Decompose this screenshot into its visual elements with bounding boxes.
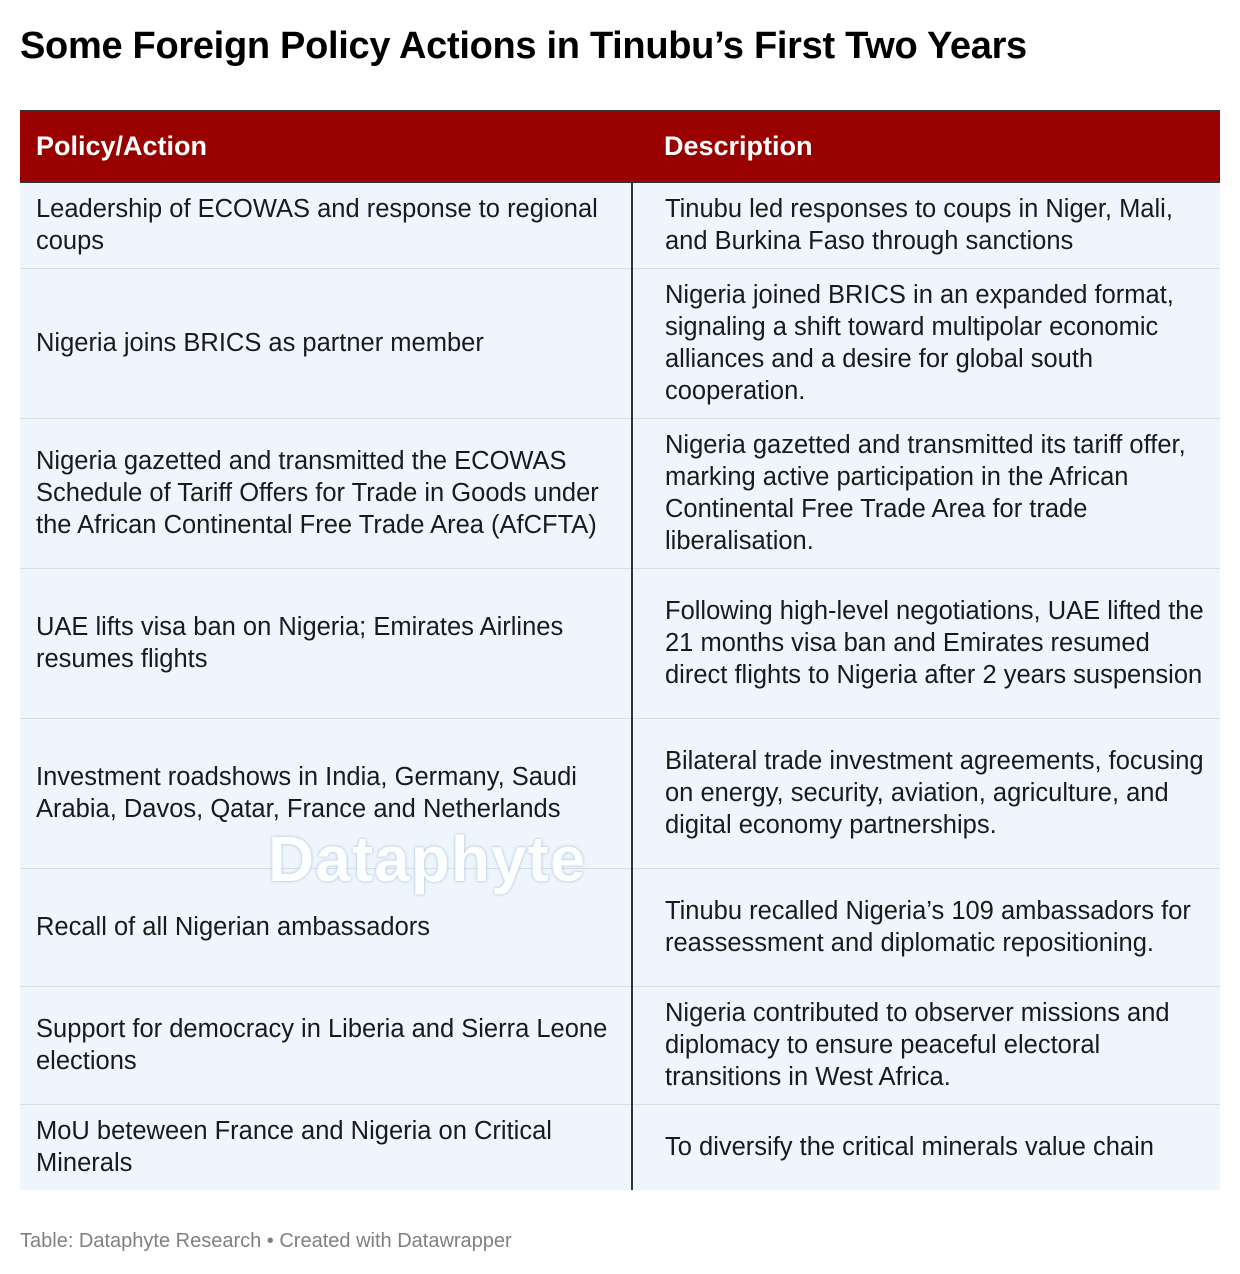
table-row: [20, 1104, 1220, 1190]
table-row: [20, 986, 1220, 1104]
cell-policy: MoU beteween France and Nigeria on Critical Minerals: [20, 1104, 632, 1190]
policy-table: [20, 110, 1220, 1190]
page-title: Some Foreign Policy Actions in Tinubu’s First Two Years: [20, 25, 1027, 67]
cell-policy: Investment roadshows in India, Germany, Saudi Arabia, Davos, Qatar, France and Netherlands: [20, 718, 632, 868]
cell-description: Nigeria joined BRICS in an expanded format, signaling a shift toward multipolar economic alliances and a desire for global south cooperation.: [632, 268, 1220, 418]
cell-policy: Leadership of ECOWAS and response to regional coups: [20, 182, 632, 268]
cell-description: To diversify the critical minerals value chain: [632, 1104, 1220, 1190]
table-row: [20, 182, 1220, 268]
cell-policy: UAE lifts visa ban on Nigeria; Emirates Airlines resumes flights: [20, 568, 632, 718]
column-header-policy[interactable]: Policy/Action: [20, 111, 632, 182]
cell-description: Nigeria contributed to observer missions and diplomacy to ensure peaceful electoral transitions in West Africa.: [632, 986, 1220, 1104]
cell-policy: Recall of all Nigerian ambassadors: [20, 868, 632, 986]
cell-policy: Support for democracy in Liberia and Sierra Leone elections: [20, 986, 632, 1104]
cell-description: Tinubu led responses to coups in Niger, Mali, and Burkina Faso through sanctions: [632, 182, 1220, 268]
column-header-description[interactable]: Description: [632, 111, 1220, 182]
table-row: [20, 268, 1220, 418]
cell-policy: Nigeria joins BRICS as partner member: [20, 268, 632, 418]
table-row: [20, 418, 1220, 568]
table-row: [20, 868, 1220, 986]
cell-description: Bilateral trade investment agreements, focusing on energy, security, aviation, agriculture, and digital economy partnerships.: [632, 718, 1220, 868]
cell-policy: Nigeria gazetted and transmitted the ECOWAS Schedule of Tariff Offers for Trade in Goods under the African Continental Free Trade Area (AfCFTA): [20, 418, 632, 568]
table-row: [20, 718, 1220, 868]
table-header-row: [20, 111, 1220, 182]
watermark-logo: Dataphyte: [268, 823, 587, 895]
cell-description: Tinubu recalled Nigeria’s 109 ambassadors for reassessment and diplomatic repositioning.: [632, 868, 1220, 986]
cell-description: Nigeria gazetted and transmitted its tariff offer, marking active participation in the African Continental Free Trade Area for trade liberalisation.: [632, 418, 1220, 568]
table-row: [20, 568, 1220, 718]
source-footer: Table: Dataphyte Research • Created with Datawrapper: [20, 1230, 512, 1252]
cell-description: Following high-level negotiations, UAE lifted the 21 months visa ban and Emirates resumed direct flights to Nigeria after 2 years suspension: [632, 568, 1220, 718]
